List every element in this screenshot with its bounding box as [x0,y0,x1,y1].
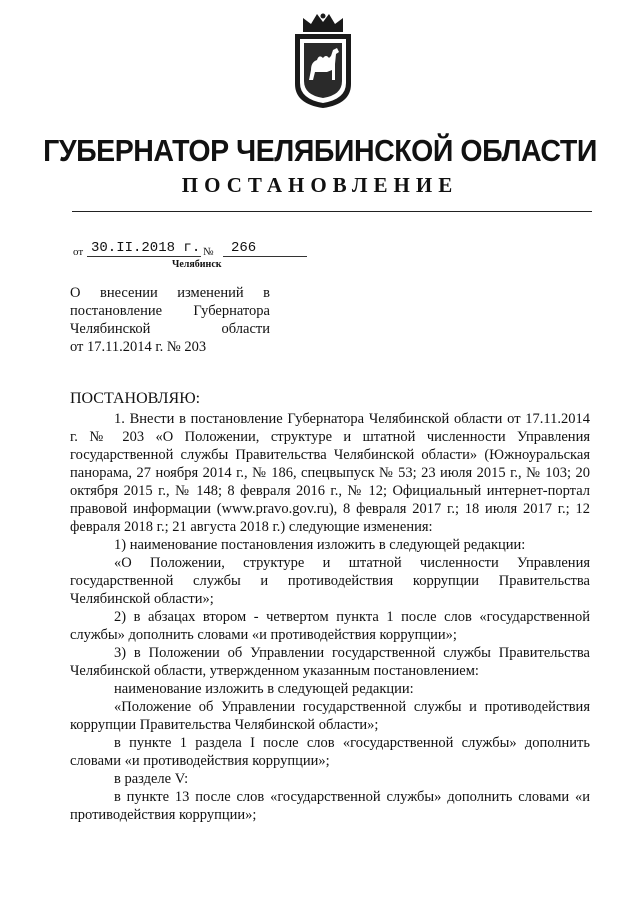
body-paragraph: в пункте 13 после слов «государственной службы» дополнить словами «и противодействия коррупции»; [70,789,590,823]
subject-line: от 17.11.2014 г. № 203 [70,339,207,355]
body-paragraph: в разделе V: [114,771,189,787]
governor-title: ГУБЕРНАТОР ЧЕЛЯБИНСКОЙ ОБЛАСТИ [43,133,597,168]
resolves-heading: ПОСТАНОВЛЯЮ: [70,390,201,407]
document-type: ПОСТАНОВЛЕНИЕ [181,173,459,197]
body-paragraph: 3) в Положении об Управлении государственной службы Правительства Челябинской области, утвержденном указанным постановлением: [70,645,590,679]
body-paragraph: 1. Внести в постановление Губернатора Челябинской области от 17.11.2014 г. № 203 «О Положении, структуре и штатной численности Управления государственной службы Правительства Челябинской области» (Южноуральская панорама, 27 ноября 2014 г., № 186, спецвыпуск № 53; 23 июля 2015 г., № 103; 20 октября 2015 г., № 148; 8 февраля 2016 г., № 12; Официальный интернет-портал правовой информации (www.pravo.gov.ru), 8 февраля 2017 г.; 18 июля 2017 г.; 12 февраля 2018 г.; 21 августа 2018 г.) следующие изменения: [70,411,590,535]
body-paragraph: 2) в абзацах втором - четвертом пункта 1 после слов «государственной службы» дополнить словами «и противодействия коррупции»; [70,609,590,643]
body-paragraph: «Положение об Управлении государственной службы и противодействия коррупции Правительства Челябинской области»; [70,699,590,733]
body-paragraph: наименование изложить в следующей редакции: [114,681,414,697]
body-paragraph: в пункте 1 раздела I после слов «государственной службы» дополнить словами «и противодействия коррупции»; [70,735,590,769]
header-divider [72,211,592,212]
subject-line: Челябинской области [70,321,270,337]
subject-line: постановление Губернатора [70,303,270,319]
decree-subject [70,284,270,356]
decree-number: 266 [223,240,307,257]
date-from-label: от [73,246,84,258]
body-paragraph: «О Положении, структуре и штатной численности Управления государственной службы и противодействия коррупции Правительства Челябинской области»; [70,555,590,607]
decree-body [70,410,590,824]
decree-date: 30.II.2018 г. [87,240,201,257]
coat-of-arms-emblem [289,10,357,110]
subject-line: О внесении изменений в [70,285,270,301]
body-paragraph: 1) наименование постановления изложить в следующей редакции: [114,537,526,553]
number-label: № [203,246,214,258]
city-label: Челябинск [172,259,222,270]
